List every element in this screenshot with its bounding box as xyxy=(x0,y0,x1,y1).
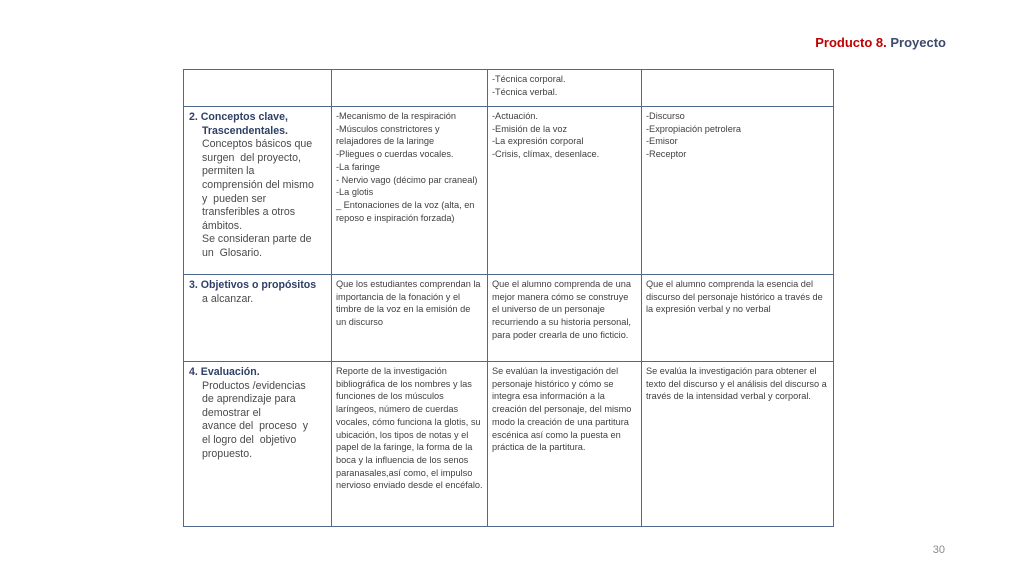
row-description-line: de aprendizaje para xyxy=(202,393,296,406)
row-label-cell xyxy=(184,275,332,362)
table-cell xyxy=(488,107,642,275)
cell-line: Que el alumno comprenda de una mejor manera cómo se construye el universo de un personaje recurriendo a su historia personal, para poder crearla de uno ficticio. xyxy=(492,279,634,340)
row-description-line: transferibles a otros xyxy=(202,206,296,219)
row-description-line: ámbitos. xyxy=(202,219,243,232)
row-description-line: comprensión del mismo xyxy=(202,178,314,191)
cell-line: -Mecanismo de la respiración xyxy=(336,111,456,121)
project-label: Proyecto xyxy=(890,35,946,50)
row-title xyxy=(189,366,327,380)
cell-line: -Discurso xyxy=(646,111,685,121)
table-cell xyxy=(642,275,834,362)
row-title xyxy=(189,111,327,138)
table-row xyxy=(184,275,834,362)
table-row xyxy=(184,107,834,275)
cell-line: -La faringe xyxy=(336,161,380,172)
row-description xyxy=(189,138,327,260)
cell-line: Que los estudiantes comprendan la importancia de la fonación y el timbre de la voz en la emisión de un discurso xyxy=(336,279,484,328)
row-description-line: demostrar el xyxy=(202,406,261,419)
table-row xyxy=(184,362,834,527)
cell-line: -Músculos constrictores y relajadores de la laringe xyxy=(336,123,443,147)
table-cell xyxy=(332,362,488,527)
cell-line: -Crisis, clímax, desenlace. xyxy=(492,149,600,160)
cell-line: -Expropiación petrolera xyxy=(646,123,741,134)
product-label: Producto 8. xyxy=(815,35,887,50)
row-title-line: 2. Conceptos clave, xyxy=(189,111,288,123)
row-description-line: surgen del proyecto, xyxy=(202,151,301,164)
row-description-line: un Glosario. xyxy=(202,246,263,259)
cell-line: - Nervio vago (décimo par craneal) xyxy=(336,174,478,185)
row-description-line: a alcanzar. xyxy=(202,292,254,305)
cell-line: -Emisor xyxy=(646,136,678,147)
row-label-cell xyxy=(184,70,332,107)
row-title xyxy=(189,279,327,293)
row-title-line: Trascendentales. xyxy=(202,124,288,137)
row-description-line: y pueden ser xyxy=(202,192,267,205)
row-title-line: 3. Objetivos o propósitos xyxy=(189,279,317,291)
row-description-line: Productos /evidencias xyxy=(202,379,306,392)
row-description-line: avance del proceso y xyxy=(202,420,308,433)
table-cell xyxy=(642,362,834,527)
slide-header xyxy=(815,35,946,50)
cell-line: -Técnica verbal. xyxy=(492,86,558,97)
cell-line: Reporte de la investigación bibliográfica de los nombres y las funciones de los músculos laríngeos, número de cuerdas vocales, cómo funciona la glotis, su ubicación, los tipos de notas y el papel de la faringe, la forma de la boca y la influencia de los senos paranasales,así como, el impulso nervioso enviado desde el encéfalo. xyxy=(336,366,484,491)
table-row xyxy=(184,70,834,107)
cell-line: -Actuación. xyxy=(492,111,538,121)
cell-line: -Receptor xyxy=(646,149,687,160)
table-cell xyxy=(642,70,834,107)
table-cell xyxy=(488,362,642,527)
cell-line: -Emisión de la voz xyxy=(492,123,568,134)
cell-line: -Pliegues o cuerdas vocales. xyxy=(336,149,454,160)
cell-line: -Técnica corporal. xyxy=(492,74,566,84)
cell-line: _ Entonaciones de la voz (alta, en reposo e inspiración forzada) xyxy=(336,199,477,223)
row-description-line: permiten la xyxy=(202,165,255,178)
table-cell xyxy=(488,70,642,107)
page-number: 30 xyxy=(932,544,945,556)
row-description-line: propuesto. xyxy=(202,447,253,460)
row-description xyxy=(189,293,327,307)
cell-line: -La glotis xyxy=(336,187,374,198)
table-cell xyxy=(642,107,834,275)
table-cell xyxy=(332,107,488,275)
row-description-line: Se consideran parte de xyxy=(202,233,312,246)
row-label-cell xyxy=(184,107,332,275)
cell-line: -La expresión corporal xyxy=(492,136,584,147)
table-cell xyxy=(332,275,488,362)
row-description-line: el logro del objetivo xyxy=(202,433,297,446)
row-title-line: 4. Evaluación. xyxy=(189,366,260,378)
project-table xyxy=(183,69,834,527)
row-description xyxy=(189,380,327,462)
row-label-cell xyxy=(184,362,332,527)
row-description-line: Conceptos básicos que xyxy=(202,138,313,151)
cell-line: Que el alumno comprenda la esencia del discurso del personaje histórico a través de la expresión verbal y no verbal xyxy=(646,279,826,315)
cell-line: Se evalúa la investigación para obtener el texto del discurso y el análisis del discurso a través de la intensidad verbal y corporal. xyxy=(646,366,830,402)
table-cell xyxy=(332,70,488,107)
cell-line: Se evalúan la investigación del personaje histórico y cómo se integra esa información a la creación del personaje, del mismo modo la creación de una partitura escénica así como la puesta en práctica de la partitura. xyxy=(492,366,634,453)
table-cell xyxy=(488,275,642,362)
